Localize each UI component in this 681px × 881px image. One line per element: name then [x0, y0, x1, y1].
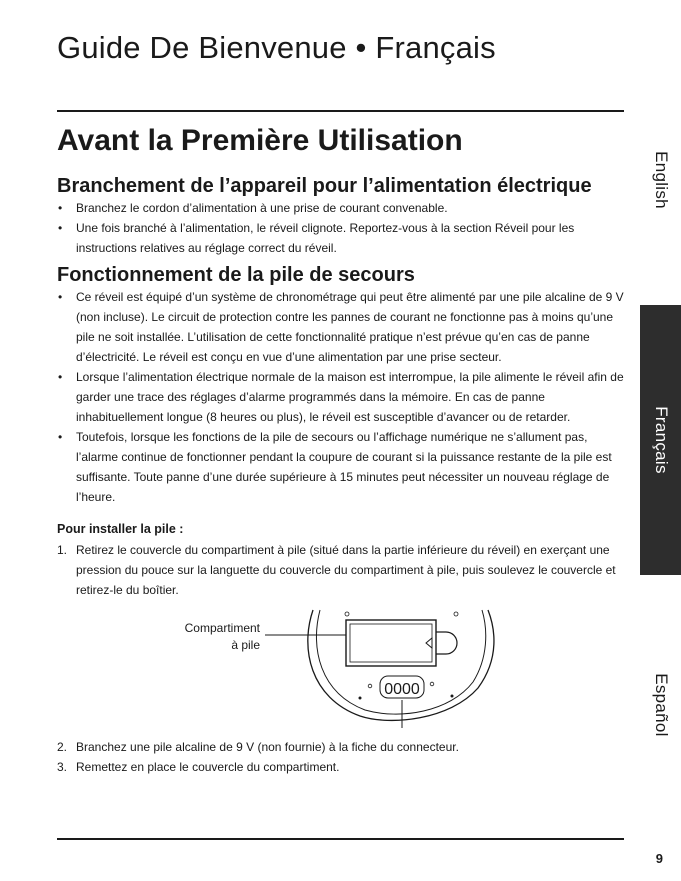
list-item [57, 737, 627, 757]
list-item-text: Remettez en place le couvercle du compartiment. [76, 760, 340, 774]
callout-line-2: à pile [231, 638, 260, 652]
install-steps-list [57, 540, 627, 600]
list-item [57, 218, 627, 258]
list-item-text: Ce réveil est équipé d’un système de chronométrage qui peut être alimenté par une pile alcaline de 9 V (non incluse). Le circuit de protection contre les pannes de courant ne fonctionne pas à moins qu’une pile ne soit installée. L’utilisation de cette fonctionnalité pratique n’est prévue qu’en cas de panne d’électricité. Le réveil est conçu en vue d’une alimentation par une prise secteur. [76, 290, 624, 364]
language-tab-english[interactable] [640, 120, 681, 240]
bullet-icon: • [58, 290, 63, 304]
bullet-icon: • [58, 430, 63, 444]
install-steps-list-continued [57, 737, 627, 777]
tab-label: Español [651, 673, 671, 737]
list-item [57, 540, 627, 600]
clock-display-text: 0000 [384, 681, 420, 698]
list-item-text: Une fois branché à l’alimentation, le réveil clignote. Reportez-vous à la section Réveil pour les instructions relatives au réglage correct du réveil. [76, 221, 575, 255]
list-item [57, 367, 627, 427]
footer-divider [57, 838, 624, 840]
document-title: Guide De Bienvenue • Français [57, 30, 496, 65]
bullet-icon: • [58, 201, 63, 215]
list-item-text: Branchez une pile alcaline de 9 V (non fournie) à la fiche du connecteur. [76, 740, 459, 754]
step-number: 2. [57, 740, 68, 754]
step-number: 3. [57, 760, 68, 774]
list-item-text: Retirez le couvercle du compartiment à pile (situé dans la partie inférieure du réveil) en exerçant une pression du pouce sur la languette du couvercle du compartiment à pile, puis soulevez le couvercle et retirez-le du boîtier. [76, 543, 616, 597]
section-power-heading: Branchement de l’appareil pour l’alimentation électrique [57, 175, 592, 197]
tab-label: Français [651, 406, 671, 474]
list-item [57, 427, 627, 507]
language-tab-espanol[interactable] [640, 650, 681, 760]
list-item [57, 757, 627, 777]
battery-bullet-list [57, 287, 627, 507]
list-item-text: Branchez le cordon d’alimentation à une prise de courant convenable. [76, 201, 448, 215]
list-item [57, 198, 627, 218]
page-number: 9 [655, 851, 663, 866]
list-item-text: Lorsque l’alimentation électrique normale de la maison est interrompue, la pile alimente le réveil afin de garder une trace des réglages d’alarme programmés dans la mémoire. En cas de panne inhabituellement longue (8 heures ou plus), le réveil est susceptible d’avancer ou de retarder. [76, 370, 624, 424]
callout-line-1: Compartiment [184, 621, 260, 635]
list-item-text: Toutefois, lorsque les fonctions de la pile de secours ou l’affichage numérique ne s’allument pas, l’alarme continue de fonctionner pendant la coupure de courant si la puissance restante de la pile est suffisante. Toute panne d’une durée supérieure à 15 minutes peut nécessiter un nouveau réglage de l’heure. [76, 430, 612, 504]
figure-callout-label [140, 620, 260, 654]
header-divider [57, 110, 624, 112]
tab-label: English [651, 151, 671, 209]
bullet-icon: • [58, 370, 63, 384]
main-heading: Avant la Première Utilisation [57, 124, 463, 157]
language-tab-francais[interactable] [640, 305, 681, 575]
section-battery-heading: Fonctionnement de la pile de secours [57, 264, 415, 286]
bullet-icon: • [58, 221, 63, 235]
install-heading: Pour installer la pile : [57, 522, 184, 536]
power-bullet-list [57, 198, 627, 258]
step-number: 1. [57, 543, 68, 557]
battery-compartment-figure [170, 608, 500, 728]
list-item [57, 287, 627, 367]
